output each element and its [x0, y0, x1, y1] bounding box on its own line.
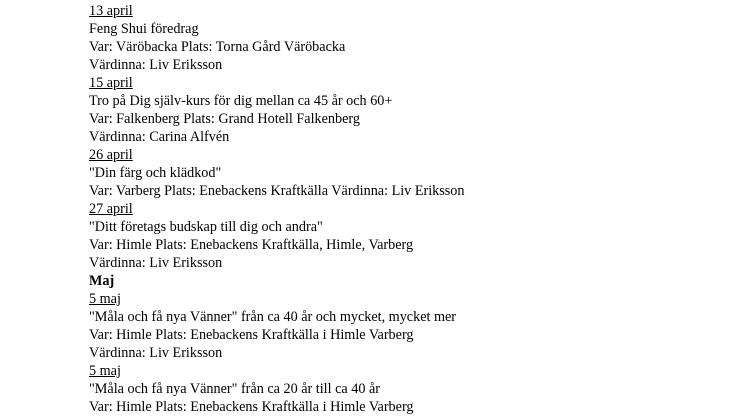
- event-entry: [89, 362, 729, 416]
- event-title: Tro på Dig själv-kurs för dig mellan ca 45 år och 60+: [89, 93, 393, 109]
- event-host: Värdinna: Carina Alfvén: [89, 129, 230, 145]
- document-page: [89, 0, 729, 416]
- event-date: 27 april: [89, 201, 133, 217]
- event-title: "Ditt företags budskap till dig och andra": [89, 219, 323, 235]
- event-entry: [89, 74, 729, 146]
- event-host: Värdinna: Liv Eriksson: [89, 345, 223, 361]
- event-location: Var: Varberg Plats: Enebackens Kraftkälla Värdinna: Liv Eriksson: [89, 183, 465, 199]
- event-title: "Måla och få nya Vänner" från ca 40 år och mycket, mycket mer: [89, 309, 457, 325]
- event-location: Var: Himle Plats: Enebackens Kraftkälla i Himle Varberg: [89, 399, 414, 415]
- event-entry: [89, 290, 729, 362]
- event-location: Var: Falkenberg Plats: Grand Hotell Falkenberg: [89, 111, 360, 127]
- event-date: 5 maj: [89, 291, 121, 307]
- event-date: 15 april: [89, 75, 133, 91]
- event-date: 13 april: [89, 3, 133, 19]
- event-location: Var: Väröbacka Plats: Torna Gård Väröbacka: [89, 39, 346, 55]
- event-entry: [89, 146, 729, 200]
- month-heading: Maj: [89, 273, 115, 289]
- event-location: Var: Himle Plats: Enebackens Kraftkälla, Himle, Varberg: [89, 237, 414, 253]
- event-date: 5 maj: [89, 363, 121, 379]
- event-title: Feng Shui föredrag: [89, 21, 199, 37]
- event-location: Var: Himle Plats: Enebackens Kraftkälla i Himle Varberg: [89, 327, 414, 343]
- event-host: Värdinna: Liv Eriksson: [89, 57, 223, 73]
- event-title: "Din färg och klädkod": [89, 165, 222, 181]
- event-date: 26 april: [89, 147, 133, 163]
- event-entry: [89, 2, 729, 74]
- event-host: Värdinna: Liv Eriksson: [89, 255, 223, 271]
- event-title: "Måla och få nya Vänner" från ca 20 år till ca 40 år: [89, 381, 380, 397]
- event-entry: [89, 200, 729, 272]
